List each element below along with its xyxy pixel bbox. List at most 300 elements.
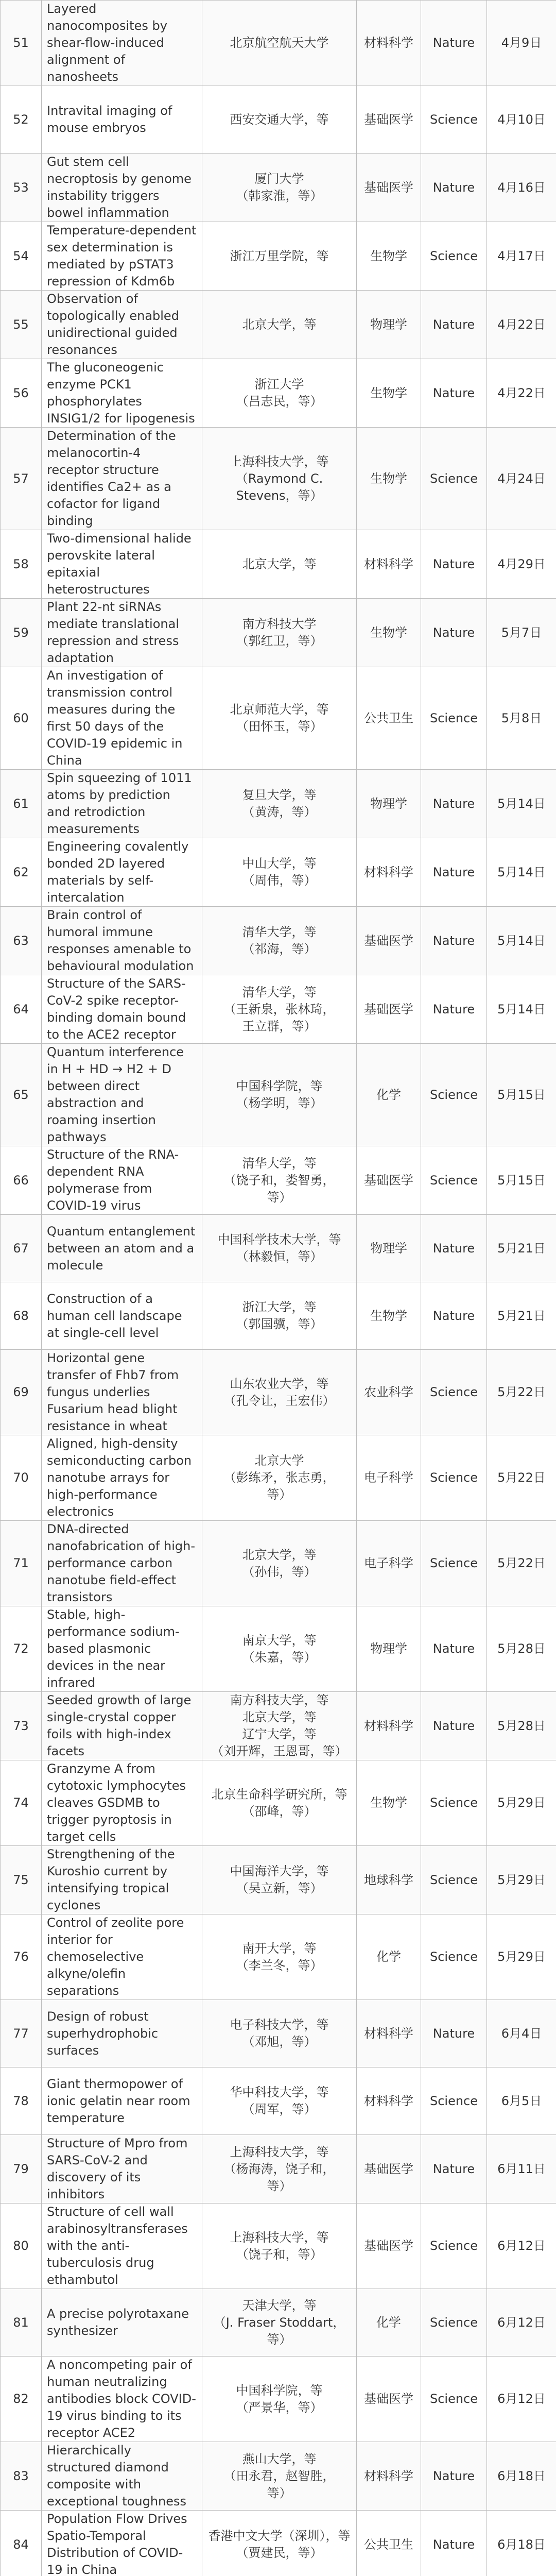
table-row [1, 1282, 556, 1350]
institution-line: （韩家淮，等） [236, 189, 323, 203]
row-number: 63 [1, 907, 42, 975]
paper-title: A precise polyrotaxane synthesizer [42, 2289, 202, 2357]
paper-title: Observation of topologically enabled unidirectional guided resonances [42, 291, 202, 359]
journal-name: Nature [421, 1, 487, 86]
paper-title: DNA-directed nanofabrication of high-performance carbon nanotube field-effect transistors [42, 1521, 202, 1606]
publish-date: 5月15日 [487, 1044, 556, 1146]
paper-title: Structure of the SARS-CoV-2 spike receptor-binding domain bound to the ACE2 receptor [42, 975, 202, 1044]
publish-date: 5月14日 [487, 770, 556, 838]
table-row [1, 667, 556, 770]
institution-line: 南方科技大学，等 [230, 1693, 329, 1707]
row-number: 82 [1, 2357, 42, 2442]
publish-date: 4月29日 [487, 530, 556, 599]
institution-cell [202, 907, 357, 975]
row-number: 84 [1, 2511, 42, 2576]
institution-cell [202, 667, 357, 770]
paper-title: Gut stem cell necroptosis by genome instability triggers bowel inflammation [42, 154, 202, 222]
paper-title: Construction of a human cell landscape at single-cell level [42, 1282, 202, 1350]
paper-title: Quantum entanglement between an atom and a molecule [42, 1215, 202, 1282]
institution-line: 北京师范大学，等 [230, 702, 329, 717]
row-number: 58 [1, 530, 42, 599]
table-row [1, 154, 556, 222]
institution-line: 中国科学院，等 [236, 2383, 323, 2398]
institution-line: 中国海洋大学，等 [230, 1864, 329, 1878]
journal-name: Science [421, 1846, 487, 1914]
research-field: 电子科学 [357, 1435, 421, 1521]
table-row [1, 2067, 556, 2135]
table-row [1, 2511, 556, 2576]
institution-line: （邓旭，等） [242, 2035, 317, 2049]
research-field: 基础医学 [357, 154, 421, 222]
publish-date: 4月22日 [487, 359, 556, 428]
institution-cell [202, 1282, 357, 1350]
institution-cell [202, 838, 357, 907]
journal-name: Nature [421, 599, 487, 667]
institution-line: 上海科技大学，等 [230, 454, 329, 469]
publish-date: 5月14日 [487, 838, 556, 907]
research-field: 材料科学 [357, 2067, 421, 2135]
row-number: 54 [1, 222, 42, 291]
research-field: 基础医学 [357, 2135, 421, 2204]
institution-line: （饶子和，娄智勇， [223, 1173, 335, 1188]
institution-cell [202, 1521, 357, 1606]
row-number: 57 [1, 428, 42, 530]
table-row [1, 1146, 556, 1215]
row-number: 76 [1, 1914, 42, 2000]
table-row [1, 1350, 556, 1435]
paper-title: Plant 22-nt siRNAs mediate translational repression and stress adaptation [42, 599, 202, 667]
journal-name: Nature [421, 1282, 487, 1350]
publish-date: 5月22日 [487, 1435, 556, 1521]
institution-line: （吕志民，等） [236, 394, 323, 409]
institution-line: （杨学明，等） [236, 1096, 323, 1110]
paper-title: Horizontal gene transfer of Fhb7 from fungus underlies Fusarium head blight resistance in wheat [42, 1350, 202, 1435]
table-row [1, 1521, 556, 1606]
table-row [1, 86, 556, 154]
journal-name: Science [421, 2289, 487, 2357]
journal-name: Nature [421, 2511, 487, 2576]
institution-line: （刘开辉，王恩哥，等） [211, 1744, 348, 1758]
research-field: 公共卫生 [357, 2511, 421, 2576]
institution-line: （林毅恒，等） [236, 1249, 323, 1264]
publish-date: 5月28日 [487, 1692, 556, 1760]
table-row [1, 2357, 556, 2442]
institution-cell [202, 1846, 357, 1914]
publish-date: 5月21日 [487, 1215, 556, 1282]
institution-line: 北京大学，等 [242, 317, 317, 332]
publish-date: 6月12日 [487, 2357, 556, 2442]
publish-date: 6月12日 [487, 2289, 556, 2357]
research-field: 化学 [357, 1044, 421, 1146]
paper-title: Engineering covalently bonded 2D layered materials by self-intercalation [42, 838, 202, 907]
institution-line: （彭练矛，张志勇， [223, 1470, 335, 1485]
paper-title: Layered nanocomposites by shear-flow-induced alignment of nanosheets [42, 1, 202, 86]
institution-cell [202, 2289, 357, 2357]
research-field: 电子科学 [357, 1521, 421, 1606]
publish-date: 5月14日 [487, 907, 556, 975]
paper-title: Spin squeezing of 1011 atoms by prediction and retrodiction measurements [42, 770, 202, 838]
institution-cell [202, 2511, 357, 2576]
institution-cell [202, 2067, 357, 2135]
institution-line: （田永君，赵智胜， [223, 2468, 335, 2483]
institution-line: （郭红卫，等） [236, 634, 323, 648]
paper-title: A noncompeting pair of human neutralizing antibodies block COVID-19 virus binding to its receptor ACE2 [42, 2357, 202, 2442]
table-row [1, 907, 556, 975]
row-number: 79 [1, 2135, 42, 2204]
institution-line: 等） [267, 1190, 292, 1205]
research-field: 物理学 [357, 1606, 421, 1692]
research-field: 生物学 [357, 428, 421, 530]
publish-date: 6月18日 [487, 2442, 556, 2511]
paper-title: Design of robust superhydrophobic surfaces [42, 2000, 202, 2067]
table-row [1, 770, 556, 838]
institution-line: 浙江万里学院，等 [230, 248, 329, 263]
row-number: 72 [1, 1606, 42, 1692]
table-row [1, 1215, 556, 1282]
institution-cell [202, 1692, 357, 1760]
paper-title: Brain control of humoral immune responses amenable to behavioural modulation [42, 907, 202, 975]
row-number: 68 [1, 1282, 42, 1350]
institution-cell [202, 1606, 357, 1692]
publish-date: 6月18日 [487, 2511, 556, 2576]
research-field: 生物学 [357, 599, 421, 667]
table-row [1, 1846, 556, 1914]
paper-title: Strengthening of the Kuroshio current by intensifying tropical cyclones [42, 1846, 202, 1914]
journal-name: Science [421, 1521, 487, 1606]
row-number: 83 [1, 2442, 42, 2511]
publish-date: 5月7日 [487, 599, 556, 667]
paper-title: Aligned, high-density semiconducting carbon nanotube arrays for high-performance electronics [42, 1435, 202, 1521]
journal-name: Science [421, 2357, 487, 2442]
research-field: 材料科学 [357, 2000, 421, 2067]
research-field: 生物学 [357, 1282, 421, 1350]
institution-line: （朱嘉，等） [242, 1650, 317, 1665]
institution-cell [202, 1435, 357, 1521]
paper-title: Structure of the RNA-dependent RNA polymerase from COVID-19 virus [42, 1146, 202, 1215]
institution-cell [202, 2135, 357, 2204]
paper-title: Structure of cell wall arabinosyltransferases with the anti-tuberculosis drug ethambutol [42, 2204, 202, 2289]
institution-line: 天津大学，等 [242, 2298, 317, 2313]
table-row [1, 599, 556, 667]
institution-line: 南开大学，等 [242, 1941, 317, 1956]
table-row [1, 2135, 556, 2204]
table-row [1, 1, 556, 86]
research-field: 材料科学 [357, 1692, 421, 1760]
journal-name: Nature [421, 838, 487, 907]
institution-cell [202, 2357, 357, 2442]
journal-name: Nature [421, 770, 487, 838]
research-field: 材料科学 [357, 530, 421, 599]
institution-line: 清华大学，等 [242, 1156, 317, 1171]
institution-line: 西安交通大学，等 [230, 112, 329, 127]
row-number: 71 [1, 1521, 42, 1606]
institution-cell [202, 975, 357, 1044]
publish-date: 4月22日 [487, 291, 556, 359]
paper-title: Control of zeolite pore interior for chemoselective alkyne/olefin separations [42, 1914, 202, 2000]
paper-title: Structure of Mpro from SARS-CoV-2 and discovery of its inhibitors [42, 2135, 202, 2204]
row-number: 62 [1, 838, 42, 907]
row-number: 73 [1, 1692, 42, 1760]
publish-date: 6月11日 [487, 2135, 556, 2204]
row-number: 77 [1, 2000, 42, 2067]
paper-title: Seeded growth of large single-crystal copper foils with high-index facets [42, 1692, 202, 1760]
institution-line: （祁海，等） [242, 942, 317, 956]
publish-date: 5月8日 [487, 667, 556, 770]
row-number: 80 [1, 2204, 42, 2289]
table-row [1, 1435, 556, 1521]
institution-line: 等） [267, 2178, 292, 2193]
institution-cell [202, 1146, 357, 1215]
paper-title: The gluconeogenic enzyme PCK1 phosphorylates INSIG1/2 for lipogenesis [42, 359, 202, 428]
institution-line: 等） [267, 1487, 292, 1502]
row-number: 74 [1, 1760, 42, 1846]
table-row [1, 530, 556, 599]
journal-name: Science [421, 1435, 487, 1521]
institution-cell [202, 222, 357, 291]
institution-line: 浙江大学，等 [242, 1300, 317, 1314]
journal-name: Science [421, 2067, 487, 2135]
research-field: 物理学 [357, 291, 421, 359]
institution-cell [202, 1760, 357, 1846]
institution-line: （杨海涛，饶子和， [223, 2161, 335, 2176]
institution-cell [202, 1044, 357, 1146]
institution-cell [202, 530, 357, 599]
institution-cell [202, 428, 357, 530]
institution-line: 上海科技大学，等 [230, 2144, 329, 2159]
institution-line: （孔令让，王宏伟） [223, 1393, 335, 1408]
row-number: 60 [1, 667, 42, 770]
row-number: 78 [1, 2067, 42, 2135]
publish-date: 6月4日 [487, 2000, 556, 2067]
institution-line: 电子科技大学，等 [230, 2018, 329, 2032]
institution-cell [202, 86, 357, 154]
research-field: 材料科学 [357, 2442, 421, 2511]
institution-line: 复旦大学，等 [242, 788, 317, 802]
institution-cell [202, 2442, 357, 2511]
journal-name: Nature [421, 359, 487, 428]
institution-line: 北京大学 [254, 1453, 304, 1468]
publish-date: 5月14日 [487, 975, 556, 1044]
institution-line: （黄涛，等） [242, 805, 317, 819]
row-number: 56 [1, 359, 42, 428]
row-number: 51 [1, 1, 42, 86]
table-row [1, 291, 556, 359]
publish-date: 5月22日 [487, 1350, 556, 1435]
institution-line: （J. Fraser Stoddart，等） [213, 2315, 345, 2347]
journal-name: Science [421, 428, 487, 530]
publish-date: 6月12日 [487, 2204, 556, 2289]
institution-line: 北京航空航天大学 [230, 36, 329, 50]
institution-line: （邵峰，等） [242, 1804, 317, 1819]
institution-line: （周军，等） [242, 2102, 317, 2116]
research-field: 化学 [357, 2289, 421, 2357]
research-field: 基础医学 [357, 907, 421, 975]
journal-name: Nature [421, 1692, 487, 1760]
institution-line: 辽宁大学，等 [242, 1727, 317, 1741]
table-row [1, 1760, 556, 1846]
paper-title: Hierarchically structured diamond composite with exceptional toughness [42, 2442, 202, 2511]
institution-line: 北京生命科学研究所，等 [211, 1787, 348, 1802]
journal-name: Nature [421, 2000, 487, 2067]
institution-cell [202, 599, 357, 667]
research-field: 物理学 [357, 1215, 421, 1282]
institution-cell [202, 1, 357, 86]
institution-line: 香港中文大学（深圳），等 [208, 2529, 351, 2543]
institution-cell [202, 291, 357, 359]
institution-line: （吴立新，等） [236, 1881, 323, 1895]
row-number: 52 [1, 86, 42, 154]
paper-title: Determination of the melanocortin-4 receptor structure identifies Ca2+ as a cofactor for ligand binding [42, 428, 202, 530]
institution-cell [202, 2000, 357, 2067]
row-number: 66 [1, 1146, 42, 1215]
institution-line: 南京大学，等 [242, 1633, 317, 1648]
publish-date: 5月29日 [487, 1760, 556, 1846]
research-field: 化学 [357, 1914, 421, 2000]
institution-cell [202, 1350, 357, 1435]
row-number: 59 [1, 599, 42, 667]
research-field: 基础医学 [357, 2204, 421, 2289]
research-field: 生物学 [357, 1760, 421, 1846]
table-row [1, 2204, 556, 2289]
paper-title: Population Flow Drives Spatio-Temporal Distribution of COVID-19 in China [42, 2511, 202, 2576]
journal-name: Nature [421, 291, 487, 359]
institution-line: 北京大学，等 [242, 1547, 317, 1562]
row-number: 70 [1, 1435, 42, 1521]
research-field: 生物学 [357, 359, 421, 428]
institution-line: 上海科技大学，等 [230, 2230, 329, 2245]
journal-name: Science [421, 222, 487, 291]
institution-line: 中国科学技术大学，等 [217, 1232, 341, 1247]
institution-line: 山东农业大学，等 [230, 1376, 329, 1391]
institution-line: （李兰冬，等） [236, 1958, 323, 1973]
publish-date: 5月21日 [487, 1282, 556, 1350]
journal-name: Nature [421, 1606, 487, 1692]
row-number: 64 [1, 975, 42, 1044]
row-number: 75 [1, 1846, 42, 1914]
table-row [1, 2289, 556, 2357]
table-row [1, 222, 556, 291]
research-field: 公共卫生 [357, 667, 421, 770]
institution-line: （郭国骥，等） [236, 1317, 323, 1331]
institution-line: 等） [267, 2485, 292, 2500]
institution-line: （周伟，等） [242, 873, 317, 888]
institution-line: 华中科技大学，等 [230, 2085, 329, 2099]
publish-date: 4月10日 [487, 86, 556, 154]
row-number: 65 [1, 1044, 42, 1146]
research-field: 基础医学 [357, 975, 421, 1044]
table-row [1, 975, 556, 1044]
research-field: 材料科学 [357, 838, 421, 907]
paper-title: An investigation of transmission control measures during the first 50 days of the COVID-19 epidemic in China [42, 667, 202, 770]
row-number: 81 [1, 2289, 42, 2357]
publish-date: 5月22日 [487, 1521, 556, 1606]
paper-title: Temperature-dependent sex determination is mediated by pSTAT3 repression of Kdm6b [42, 222, 202, 291]
institution-line: 中山大学，等 [242, 856, 317, 871]
publish-date: 5月15日 [487, 1146, 556, 1215]
institution-line: （王新泉，张林琦， [223, 1002, 335, 1016]
institution-line: 燕山大学，等 [242, 2451, 317, 2466]
research-field: 物理学 [357, 770, 421, 838]
publish-date: 6月5日 [487, 2067, 556, 2135]
institution-line: （饶子和，等） [236, 2247, 323, 2262]
publish-date: 5月28日 [487, 1606, 556, 1692]
journal-name: Nature [421, 2135, 487, 2204]
journal-name: Nature [421, 154, 487, 222]
paper-title: Intravital imaging of mouse embryos [42, 86, 202, 154]
research-field: 生物学 [357, 222, 421, 291]
institution-line: （严景华，等） [236, 2400, 323, 2415]
institution-line: 北京大学，等 [242, 556, 317, 571]
publish-date: 5月29日 [487, 1846, 556, 1914]
institution-cell [202, 1914, 357, 2000]
research-field: 农业科学 [357, 1350, 421, 1435]
table-row [1, 359, 556, 428]
table-row [1, 1692, 556, 1760]
paper-title: Quantum interference in H + HD → H2 + D between direct abstraction and roaming insertion pathways [42, 1044, 202, 1146]
row-number: 69 [1, 1350, 42, 1435]
publish-date: 5月29日 [487, 1914, 556, 2000]
journal-name: Science [421, 1914, 487, 2000]
journal-name: Nature [421, 975, 487, 1044]
journal-name: Science [421, 1146, 487, 1215]
institution-line: 王立群，等） [242, 1019, 317, 1033]
paper-title: Stable, high-performance sodium-based plasmonic devices in the near infrared [42, 1606, 202, 1692]
institution-line: （Raymond C. Stevens，等） [235, 471, 323, 503]
journal-name: Nature [421, 907, 487, 975]
institution-line: 中国科学院，等 [236, 1079, 323, 1093]
institution-line: （田怀玉，等） [236, 719, 323, 734]
research-field: 基础医学 [357, 2357, 421, 2442]
table-row [1, 1606, 556, 1692]
journal-name: Science [421, 1760, 487, 1846]
research-field: 基础医学 [357, 86, 421, 154]
row-number: 67 [1, 1215, 42, 1282]
journal-name: Science [421, 86, 487, 154]
paper-title: Giant thermopower of ionic gelatin near room temperature [42, 2067, 202, 2135]
table-row [1, 2000, 556, 2067]
paper-title: Two-dimensional halide perovskite lateral epitaxial heterostructures [42, 530, 202, 599]
table-row [1, 1044, 556, 1146]
publish-date: 4月16日 [487, 154, 556, 222]
institution-line: （贾建民，等） [236, 2546, 323, 2560]
publish-date: 4月17日 [487, 222, 556, 291]
institution-line: 厦门大学 [254, 172, 304, 186]
institution-cell [202, 2204, 357, 2289]
institution-cell [202, 770, 357, 838]
table-row [1, 2442, 556, 2511]
table-row [1, 838, 556, 907]
institution-cell [202, 154, 357, 222]
journal-name: Science [421, 1044, 487, 1146]
institution-line: 清华大学，等 [242, 925, 317, 939]
table-row [1, 428, 556, 530]
publish-date: 4月24日 [487, 428, 556, 530]
institution-cell [202, 1215, 357, 1282]
institution-line: 南方科技大学 [242, 617, 317, 631]
institution-line: 北京大学，等 [242, 1710, 317, 1724]
journal-name: Nature [421, 2442, 487, 2511]
journal-name: Nature [421, 1215, 487, 1282]
institution-line: 清华大学，等 [242, 985, 317, 999]
institution-line: （孙伟，等） [242, 1564, 317, 1579]
research-field: 基础医学 [357, 1146, 421, 1215]
institution-line: 浙江大学 [254, 377, 304, 392]
research-field: 材料科学 [357, 1, 421, 86]
research-field: 地球科学 [357, 1846, 421, 1914]
journal-name: Science [421, 667, 487, 770]
publish-date: 4月9日 [487, 1, 556, 86]
table-row [1, 1914, 556, 2000]
